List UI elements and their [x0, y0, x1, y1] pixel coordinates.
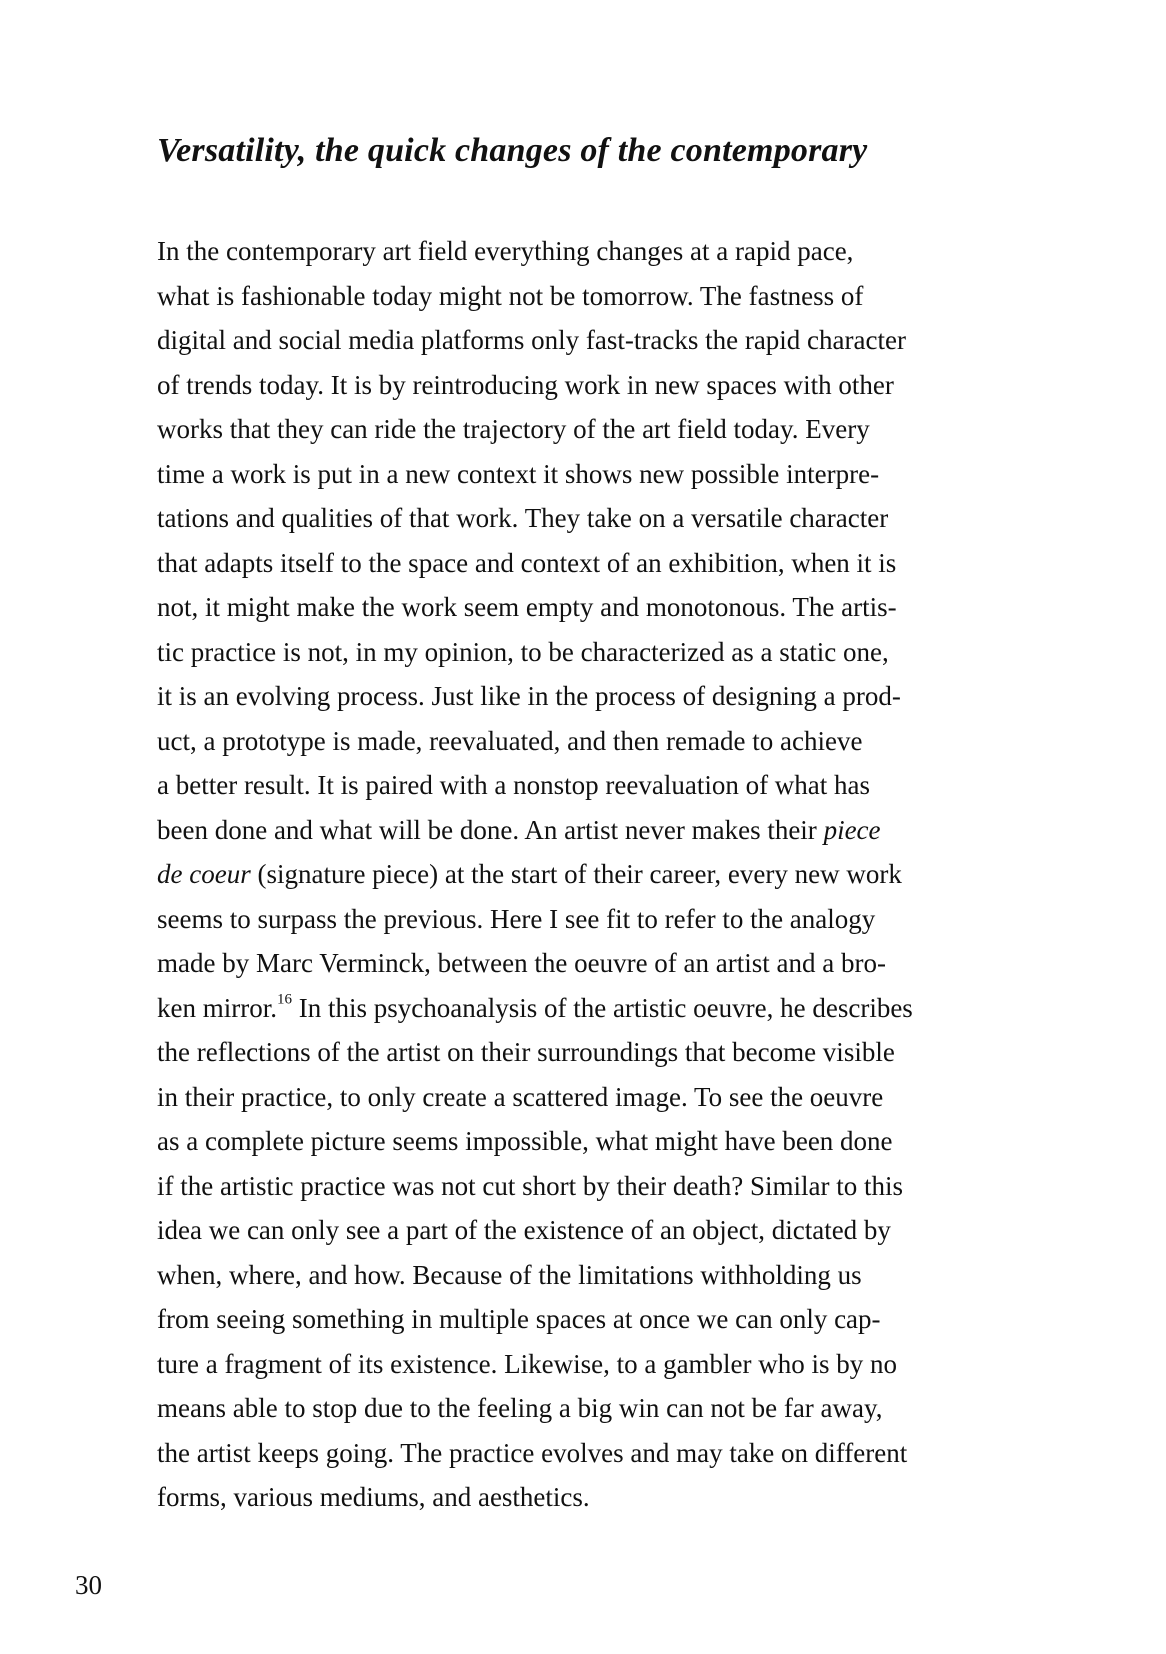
text-line: the reflections of the artist on their surroundings that become visible — [157, 1037, 895, 1067]
text-line: the artist keeps going. The practice evolves and may take on different — [157, 1437, 908, 1468]
italic-term: de coeur — [157, 859, 251, 889]
text-line: digital and social media platforms only fast-tracks the rapid character — [157, 325, 906, 355]
text-line: as a complete picture seems impossible, what might have been done — [157, 1126, 893, 1156]
text-line: idea we can only see a part of the existence of an object, dictated by — [157, 1215, 891, 1245]
text-line: uct, a prototype is made, reevaluated, and then remade to achieve — [157, 725, 863, 756]
text-line — [157, 808, 1017, 853]
text-line: ture a fragment of its existence. Likewise, to a gambler who is by no — [157, 1348, 898, 1379]
text-line: from seeing something in multiple spaces at once we can only cap- — [157, 1304, 881, 1334]
text-line: in their practice, to only create a scattered image. To see the oeuvre — [157, 1081, 884, 1112]
text-line: In the contemporary art field everything changes at a rapid pace, — [157, 236, 854, 266]
page-number: 30 — [75, 1570, 102, 1600]
text-line: time a work is put in a new context it shows new possible interpre- — [157, 458, 880, 489]
text-line: made by Marc Verminck, between the oeuvre of an artist and a bro- — [157, 948, 886, 978]
section-heading: Versatility, the quick changes of the contemporary — [157, 132, 868, 169]
text-line: tic practice is not, in my opinion, to be characterized as a static one, — [157, 636, 889, 667]
body-paragraph — [157, 229, 1017, 1520]
text-line: if the artistic practice was not cut short by their death? Similar to this — [157, 1170, 904, 1201]
text-segment: In this psychoanalysis of the artistic oeuvre, he describes — [291, 992, 913, 1023]
text-line: tations and qualities of that work. They take on a versatile character — [157, 503, 889, 533]
italic-term: piece — [823, 814, 881, 845]
text-line: not, it might make the work seem empty and monotonous. The artis- — [157, 592, 897, 622]
text-segment: ken mirror. — [157, 992, 277, 1023]
text-segment: been done and what will be done. An artist never makes their — [157, 814, 824, 845]
text-line: a better result. It is paired with a nonstop reevaluation of what has — [157, 770, 871, 800]
text-line: what is fashionable today might not be tomorrow. The fastness of — [157, 280, 864, 311]
text-line: means able to stop due to the feeling a big win can not be far away, — [157, 1393, 883, 1423]
text-line: when, where, and how. Because of the limitations withholding us — [157, 1259, 862, 1290]
text-line: of trends today. It is by reintroducing work in new spaces with other — [157, 369, 894, 400]
text-segment: (signature piece) at the start of their career, every new work — [250, 859, 902, 889]
text-line — [157, 852, 1017, 897]
text-line: works that they can ride the trajectory of the art field today. Every — [157, 414, 870, 444]
text-line: seems to surpass the previous. Here I see fit to refer to the analogy — [157, 903, 876, 934]
text-line: that adapts itself to the space and context of an exhibition, when it is — [157, 547, 897, 578]
text-line: it is an evolving process. Just like in the process of designing a prod- — [157, 681, 901, 711]
text-line — [157, 986, 1017, 1031]
footnote-reference[interactable]: 16 — [276, 991, 292, 1007]
text-line: forms, various mediums, and aesthetics. — [157, 1482, 590, 1512]
